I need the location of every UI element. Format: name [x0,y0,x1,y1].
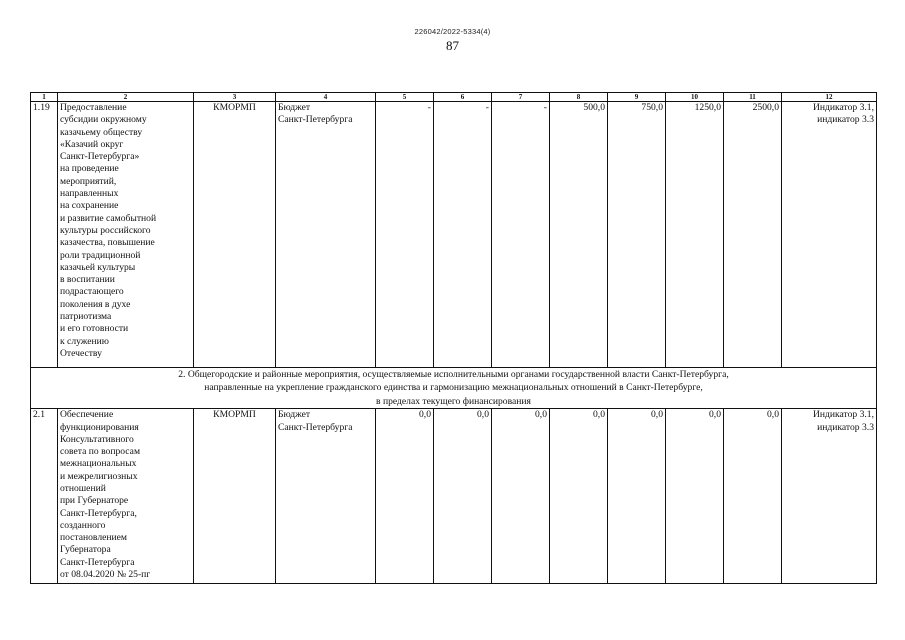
funding-source: Бюджет Санкт-Петербурга [276,102,376,368]
section-heading-line-3: в пределах текущего финансирования [376,395,531,407]
col-num-2: 2 [58,93,194,102]
col-num-1: 1 [31,93,58,102]
col-num-10: 10 [666,93,724,102]
indicator: Индикатор 3.1, индикатор 3.3 [782,102,877,368]
section-heading-line-1: 2. Общегородские и районные мероприятия, осуществляемые исполнительными органами государственной власти Санкт-Петербурга, [178,369,729,380]
section-2-heading [31,368,877,409]
value-col-8: 0,0 [550,409,608,584]
col-num-3: 3 [194,93,276,102]
value-col-6: 0,0 [434,409,492,584]
column-number-row [31,93,877,102]
col-num-11: 11 [724,93,782,102]
page-number: 87 [446,38,459,53]
value-col-8: 500,0 [550,102,608,368]
value-col-10: 0,0 [666,409,724,584]
value-col-11: 2500,0 [724,102,782,368]
activity-name: Обеспечение функционирования Консультативного совета по вопросам межнациональных и межрелигиозных отношений при Губернаторе Санкт-Петербурга, созданного постановлением Губернатора Санкт-Петербурга от 08.04.2020 № 25-пг [58,409,194,584]
col-num-6: 6 [434,93,492,102]
executor: КМОРМП [194,102,276,368]
col-num-7: 7 [492,93,550,102]
executor: КМОРМП [194,409,276,584]
activity-name: Предоставление субсидии окружному казачьему обществу «Казачий округ Санкт-Петербурга» на проведение мероприятий, направленных на сохранение и развитие самобытной культуры российского казачества, повышение роли традиционной казачьей культуры в воспитании подрастающего поколения в духе патриотизма и его готовности к служению Отечеству [58,102,194,368]
table-row-1-19 [31,102,877,368]
value-col-10: 1250,0 [666,102,724,368]
value-col-9: 750,0 [608,102,666,368]
value-col-6: - [434,102,492,368]
col-num-4: 4 [276,93,376,102]
col-num-8: 8 [550,93,608,102]
col-num-5: 5 [376,93,434,102]
row-number: 2.1 [31,409,58,584]
col-num-9: 9 [608,93,666,102]
program-table [30,92,877,584]
funding-source: Бюджет Санкт-Петербурга [276,409,376,584]
value-col-7: - [492,102,550,368]
document-id: 226042/2022-5334(4) [414,27,491,36]
value-col-5: 0,0 [376,409,434,584]
value-col-5: - [376,102,434,368]
col-num-12: 12 [782,93,877,102]
indicator: Индикатор 3.1, индикатор 3.3 [782,409,877,584]
table-row-2-1 [31,409,877,584]
value-col-7: 0,0 [492,409,550,584]
value-col-9: 0,0 [608,409,666,584]
value-col-11: 0,0 [724,409,782,584]
row-number: 1.19 [31,102,58,368]
section-2-heading-row [31,368,877,409]
section-heading-line-2: направленные на укрепление гражданского единства и гармонизацию межнациональных отношений в Санкт-Петербурге, [204,382,703,394]
